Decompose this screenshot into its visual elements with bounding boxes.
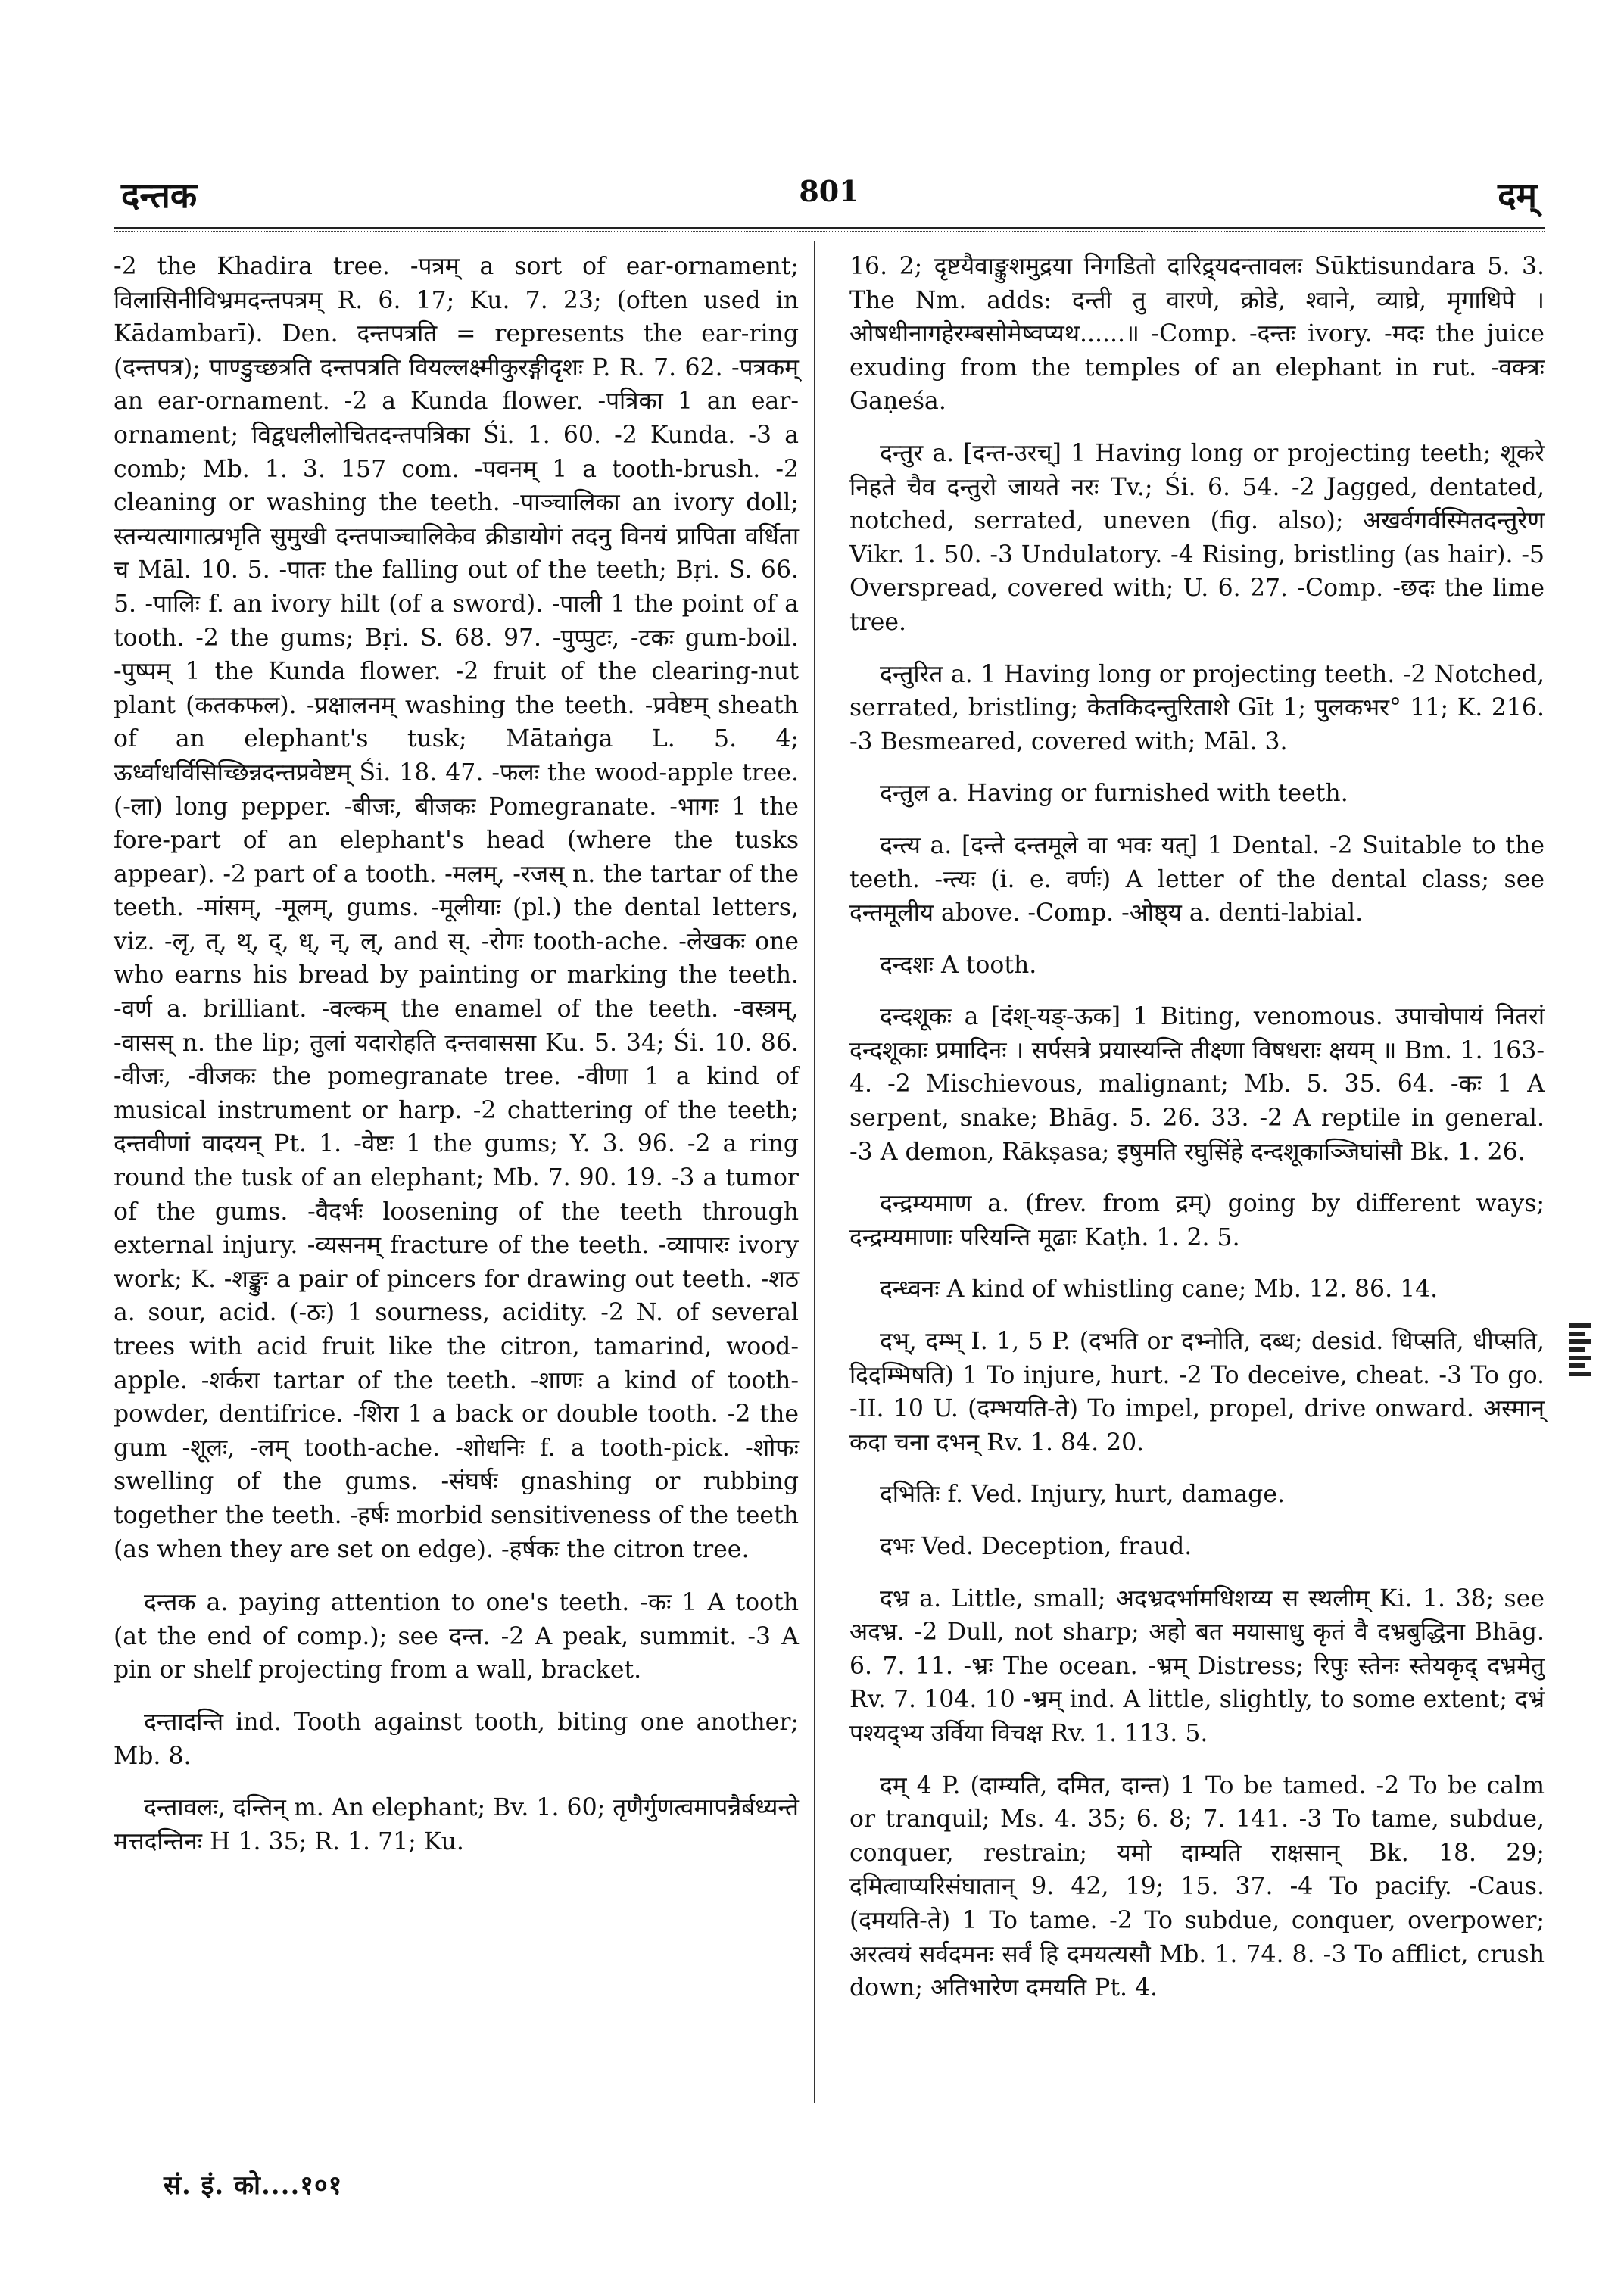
right-column [849,250,1545,2024]
right-guideword: दम् [1498,175,1537,216]
column-divider [814,241,815,2103]
margin-marker-icon [1569,1323,1591,1376]
page-number: 801 [799,174,859,208]
page-header [114,165,1545,218]
dictionary-entry: दन्द्रम्यमाण a. (frev. from द्रम्) going by different ways; दन्द्रम्यमाणाः परियन्ति मूढाः Kaṭh. 1. 2. 5. [849,1190,1545,1251]
left-column [114,250,799,1877]
dictionary-entry: दन्तावलः, दन्तिन् m. An elephant; Bv. 1. 60; तृणैर्गुणत्वमापन्नैर्बध्यन्ते मत्तदन्तिनः H 1. 35; R. 1. 71; Ku. [114,1794,799,1855]
dictionary-entry: दन्तक a. paying attention to one's teeth. -कः 1 A tooth (at the end of comp.); see दन्त. -2 A peak, summit. -3 A pin or shelf projecting from a wall, bracket. [114,1589,799,1684]
signature-mark: सं. इं. को....१०१ [164,2170,343,2201]
header-rule [114,227,1545,232]
dictionary-entry: दभ्र a. Little, small; अदभ्रदर्भामधिशय्य स स्थलीम् Ki. 1. 38; see अदभ्र. -2 Dull, not sharp; अहो बत मयासाधु कृतं वै दभ्रबुद्धिना Bhāg. 6. 7. 11. -भ्रः The ocean. -भ्रम् Distress; रिपुः स्तेनः स्तेयकृद् दभ्रमेतु Rv. 7. 104. 10 -भ्रम् ind. A little, slightly, to some extent; दभ्रं पश्यद्भ्य उर्विया विचक्ष Rv. 1. 113. 5. [849,1584,1545,1747]
dictionary-entry: दभः Ved. Deception, fraud. [880,1533,1192,1560]
dictionary-entry: 16. 2; दृष्टयैवाङ्कुशमुद्रया निगडितो दारिद्र्यदन्तावलः Sūktisundara 5. 3. The Nm. adds: दन्ती तु वारणे, क्रोडे, श्वाने, व्याघ्रे, मृगाधिपे । ओषधीनागहेरम्बसोमेष्वप्यथ......॥ -Comp. -दन्तः ivory. -मदः the juice exuding from the temples of an elephant in rut. -वक्त्रः Gaṇeśa. [849,253,1545,416]
dictionary-entry: दन्तुल a. Having or furnished with teeth. [880,780,1348,808]
dictionary-entry: दभ्, दम्भ् I. 1, 5 P. (दभति or दभ्नोति, दब्ध; desid. धिप्सति, धीप्सति, दिदम्भिषति) 1 To injure, hurt. -2 To deceive, cheat. -3 To go. -II. 10 U. (दम्भयति-ते) To impel, propel, drive onward. अस्मान् कदा चना दभन् Rv. 1. 84. 20. [849,1328,1545,1456]
dictionary-entry: दन्ध्वनः A kind of whistling cane; Mb. 12. 86. 14. [880,1276,1439,1304]
dictionary-entry: दन्दशूकः a [दंश्-यङ्-ऊक] 1 Biting, venomous. उपाचोपायं नितरां दन्दशूकाः प्रमादिनः । सर्पसत्रे प्रयास्यन्ति तीक्ष्णा विषधराः क्षयम् ॥ Bm. 1. 163-4. -2 Mischievous, malignant; Mb. 5. 35. 64. -कः 1 A serpent, snake; Bhāg. 5. 26. 33. -2 A reptile in general. -3 A demon, Rākṣasa; इषुमति रघुसिंहे दन्दशूकाञ्जिघांसौ Bk. 1. 26. [849,1003,1545,1166]
dictionary-entry: दभितिः f. Ved. Injury, hurt, damage. [880,1481,1285,1509]
left-guideword: दन्तक [121,175,198,216]
dictionary-entry: दन्त्य a. [दन्ते दन्तमूले वा भवः यत्] 1 Dental. -2 Suitable to the teeth. -न्त्यः (i. e. वर्णः) A letter of the dental class; see दन्तमूलीय above. -Comp. -ओष्ठ्य a. denti-labial. [849,831,1545,927]
dictionary-entry: -2 the Khadira tree. -पत्रम् a sort of ear-ornament; विलासिनीविभ्रमदन्तपत्रम् R. 6. 17; Ku. 7. 23; (often used in Kādambarī). Den. दन्तपत्रति = represents the ear-ring (दन्तपत्र); पाण्डुच्छत्रति दन्तपत्रति वियल्लक्ष्मीकुरङ्गीदृशः P. R. 7. 62. -पत्रकम् an ear-ornament. -2 a Kunda flower. -पत्रिका 1 an ear-ornament; विद्वधलीलोचितदन्तपत्रिका Śi. 1. 60. -2 Kunda. -3 a comb; Mb. 1. 3. 157 com. -पवनम् 1 a tooth-brush. -2 cleaning or washing the teeth. -पाञ्चालिका an ivory doll; स्तन्यत्यागात्प्रभृति सुमुखी दन्तपाञ्चालिकेव क्रीडायोगं तदनु विनयं प्रापिता वर्धिता च Māl. 10. 5. -पातः the falling out of the teeth; Bṛi. S. 66. 5. -पालिः f. an ivory hilt (of a sword). -पाली 1 the point of a tooth. -2 the gums; Bṛi. S. 68. 97. -पुप्पुटः, -टकः gum-boil. -पुष्पम् 1 the Kunda flower. -2 fruit of the clearing-nut plant (कतकफल). -प्रक्षालनम् washing the teeth. -प्रवेष्टम् sheath of an elephant's tusk; Mātaṅga L. 5. 4; ऊर्ध्वाधर्विसिच्छिन्नदन्तप्रवेष्टम् Śi. 18. 47. -फलः the wood-apple tree. (-ला) long pepper. -बीजः, बीजकः Pomegranate. -भागः 1 the fore-part of an elephant's head (where the tusks appear). -2 part of a tooth. -मलम्, -रजस् n. the tartar of the teeth. -मांसम्, -मूलम्, gums. -मूलीयाः (pl.) the dental letters, viz. -लृ, त्, थ्, द्, ध्, न्, ल्, and स्. -रोगः tooth-ache. -लेखकः one who earns his bread by painting or marking the teeth. -वर्ण a. brilliant. -वल्कम् the enamel of the teeth. -वस्त्रम्, -वासस् n. the lip; तुलां यदारोहति दन्तवाससा Ku. 5. 34; Śi. 10. 86. -वीजः, -वीजकः the pomegranate tree. -वीणा 1 a kind of musical instrument or harp. -2 chattering of the teeth; दन्तवीणां वादयन् Pt. 1. -वेष्टः 1 the gums; Y. 3. 96. -2 a ring round the tusk of an elephant; Mb. 7. 90. 19. -3 a tumor of the gums. -वैदर्भः loosening of the teeth through external injury. -व्यसनम् fracture of the teeth. -व्यापारः ivory work; K. -शङ्कुः a pair of pincers for drawing out teeth. -शठ a. sour, acid. (-ठः) 1 sourness, acidity. -2 N. of several trees with acid fruit like the citron, tamarind, wood-apple. -शर्करा tartar of the teeth. -शाणः a kind of tooth-powder, dentifrice. -शिरा 1 a back or double tooth. -2 the gum -शूलः, -लम् tooth-ache. -शोधनिः f. a tooth-pick. -शोफः swelling of the gums. -संघर्षः gnashing or rubbing together the teeth. -हर्षः morbid sensitiveness of the teeth (as when they are set on edge). -हर्षकः the citron tree. [114,253,799,1563]
dictionary-entry: दम् 4 P. (दाम्यति, दमित, दान्त) 1 To be tamed. -2 To be calm or tranquil; Ms. 4. 35; 6. 8; 7. 141. -3 To tame, subdue, conquer, restrain; यमो दाम्यति राक्षसान् Bk. 18. 29; दमित्वाप्यरिसंघातान् 9. 42, 19; 15. 37. -4 To pacify. -Caus. (दमयति-ते) 1 To tame. -2 To subdue, conquer, overpower; अरत्वयं सर्वदमनः सर्वं हि दमयत्यसौ Mb. 1. 74. 8. -3 To afflict, crush down; अतिभारेण दमयति Pt. 4. [849,1771,1545,2002]
dictionary-entry: दन्तादन्ति ind. Tooth against tooth, biting one another; Mb. 8. [114,1708,799,1770]
dictionary-entry: दन्तुरित a. 1 Having long or projecting teeth. -2 Notched, serrated, bristling; केतकिदन्तुरिताशे Gīt 1; पुलकभर° 11; K. 216. -3 Besmeared, covered with; Māl. 3. [849,660,1545,756]
dictionary-entry: दन्दशः A tooth. [880,951,1037,979]
dictionary-entry: दन्तुर a. [दन्त-उरच्] 1 Having long or projecting teeth; शूकरे निहते चैव दन्तुरो जायते नरः Tv.; Śi. 6. 54. -2 Jagged, dentated, notched, serrated, uneven (fig. also); अखर्वगर्वस्मितदन्तुरेण Vikr. 1. 50. -3 Undulatory. -4 Rising, bristling (as hair). -5 Overspread, covered with; U. 6. 27. -Comp. -छदः the lime tree. [849,439,1545,636]
